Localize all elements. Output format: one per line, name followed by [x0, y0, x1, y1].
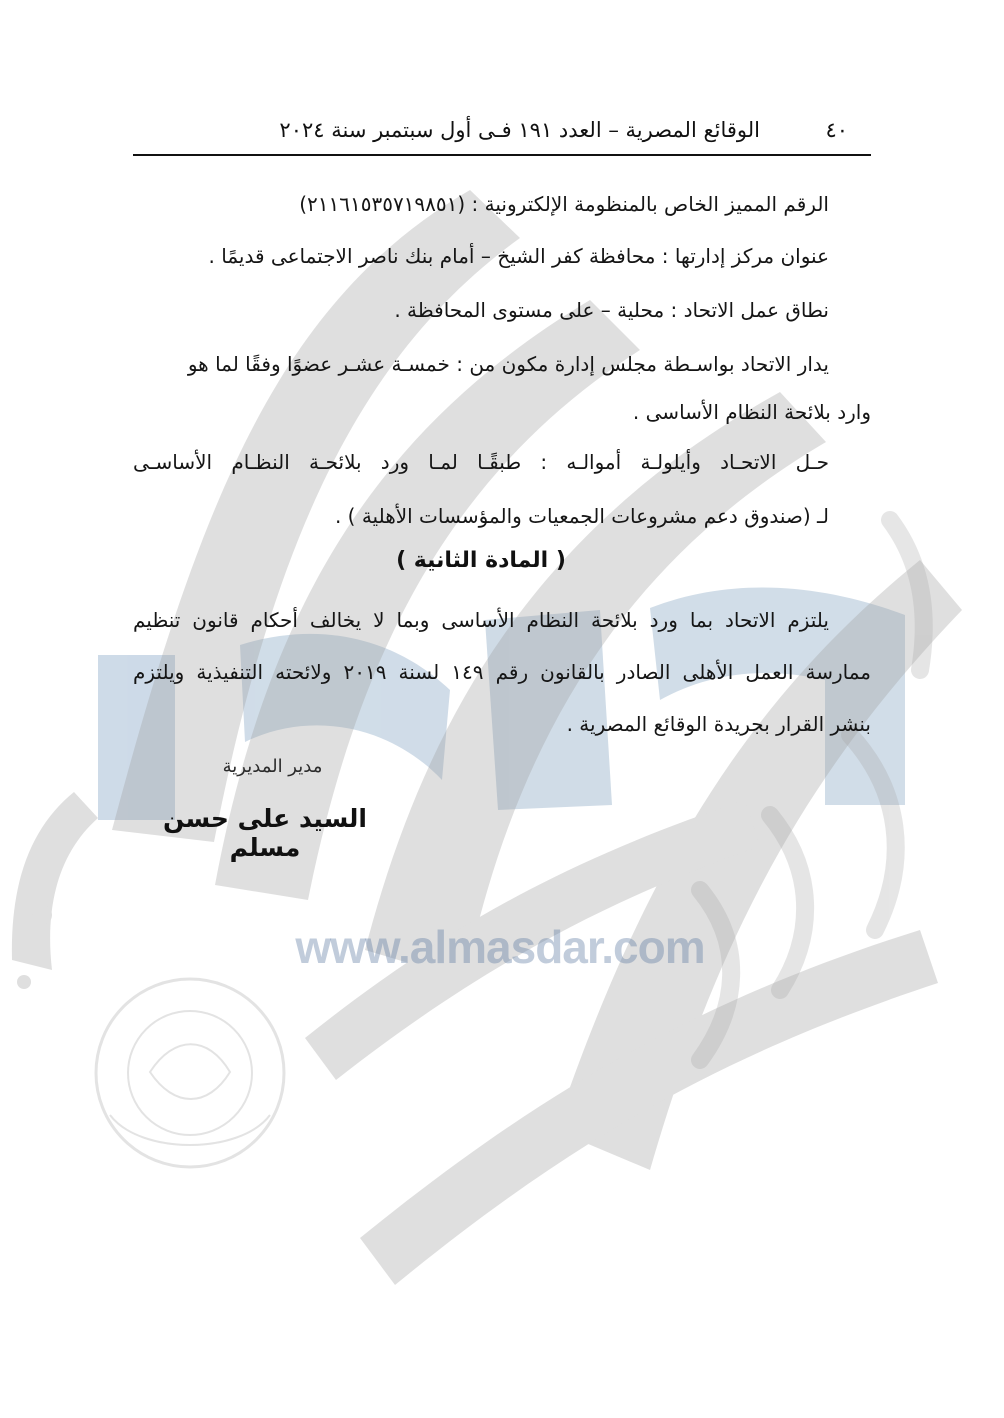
header-divider: [133, 154, 871, 156]
watermark-url: www.almasdar.com: [295, 921, 705, 973]
management-line-2: وارد بلائحة النظام الأساسى .: [632, 400, 871, 424]
article-line-3: بنشر القرار بجريدة الوقائع المصرية .: [566, 712, 871, 736]
signature-title: مدير المديرية: [222, 756, 323, 777]
scope-line: نطاق عمل الاتحاد : محلية – على مستوى المحافظة .: [394, 298, 829, 322]
page-number: ٤٠: [825, 118, 848, 142]
signature-name: السيد على حسن مسلم: [163, 804, 367, 862]
dissolution-line-2: لـ (صندوق دعم مشروعات الجمعيات والمؤسسات الأهلية ) .: [334, 504, 829, 528]
dissolution-line-1: حـل الاتحـاد وأيلولـة أموالـه : طبقًـا لمـا ورد بلائحـة النظـام الأساسـى: [133, 450, 829, 474]
address-line: عنوان مركز إدارتها : محافظة كفر الشيخ – أمام بنك ناصر الاجتماعى قديمًا .: [208, 244, 829, 268]
management-line-1: يدار الاتحاد بواسـطة مجلس إدارة مكون من : خمسـة عشـر عضوًا وفقًا لما هو: [187, 352, 829, 376]
running-title: الوقائع المصرية – العدد ١٩١ فـى أول سبتمبر سنة ٢٠٢٤: [279, 118, 760, 142]
article-line-2: ممارسة العمل الأهلى الصادر بالقانون رقم ١٤٩ لسنة ٢٠١٩ ولائحته التنفيذية ويلتزم: [133, 660, 871, 684]
electronic-id-line: الرقم المميز الخاص بالمنظومة الإلكترونية : (٢١١٦١٥٣٥٧١٩٨٥١): [299, 192, 829, 216]
page-header: [135, 110, 870, 150]
article-line-1: يلتزم الاتحاد بما ورد بلائحة النظام الأساسى وبما لا يخالف أحكام قانون تنظيم: [133, 608, 829, 632]
article-heading: ( المادة الثانية ): [396, 548, 566, 573]
